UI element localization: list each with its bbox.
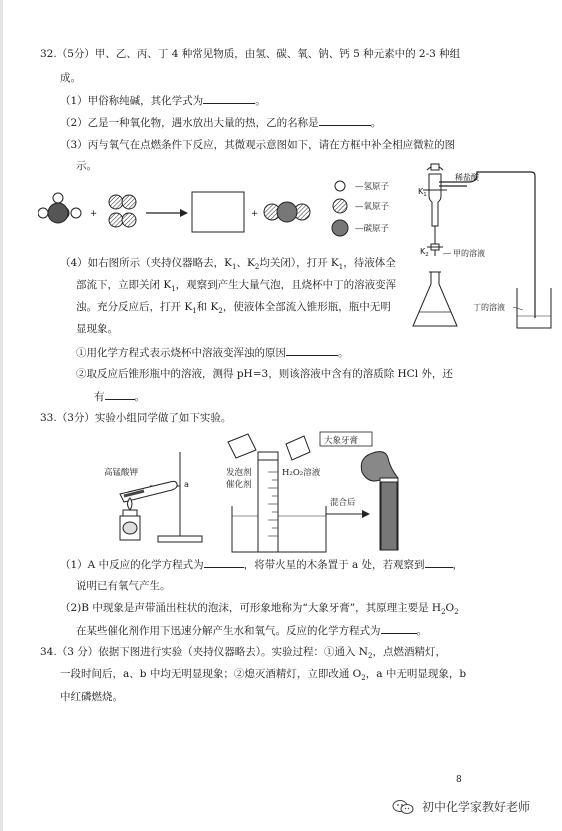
q32-part4-sub1: ①用化学方程式表示烧杯中溶液变浑浊的原因 。	[76, 344, 349, 360]
k1-label: $K_1$	[418, 187, 427, 198]
beaker-icon	[517, 288, 551, 328]
acid-label: 稀盐酸	[455, 173, 479, 182]
q32-part4-line1: （4）如右图所示（夹持仪器略去，$K_1$、$K_2$均关闭），打开 $K_1$，待液体全	[60, 257, 396, 272]
oxygen-atom-icon	[333, 199, 347, 213]
q33-part1-line2: 说明已有氧气产生。	[76, 580, 171, 592]
q32-intro-line2: 成。	[60, 72, 81, 84]
q32-part1-end: 。	[255, 95, 266, 107]
q33-part1-blank1[interactable]	[204, 556, 244, 568]
q32-part4-line2: 部流下，立即关闭 $K_1$，观察到产生大量气泡，且烧杯中丁的溶液变浑	[76, 279, 397, 294]
q32-part4-line4: 显现象。	[76, 323, 118, 335]
q32-part2-end: 。	[370, 117, 382, 129]
q32-part1	[60, 92, 266, 108]
ding-solution-label: 丁的溶液	[473, 303, 505, 312]
mix-arrow-icon	[326, 510, 370, 518]
elephant-toothpaste-label: 大象牙膏	[324, 436, 359, 446]
dropping-funnel-icon	[423, 164, 447, 256]
co2-molecule-icon	[264, 202, 310, 222]
q33-part2-line2: 在某些催化剂作用下迅速分解产生水和氧气。反应的化学方程式为 。	[76, 622, 427, 638]
q32-part4-sub1-blank[interactable]	[286, 344, 338, 356]
q32-part4-line3: 浊。充分反应后，打开 $K_1$和 $K_2$，使液体全部流入锥形瓶，瓶中无明	[76, 301, 391, 316]
q34-line2: 一段时间后，a、b 中均无明显现象；②熄灭酒精灯，立即改通 $O_2$，a 中无明显现象，b	[60, 668, 467, 683]
page-edge	[0, 0, 3, 831]
q33-part2-blank[interactable]	[381, 622, 417, 634]
figure-a-kmno4-heating	[100, 440, 210, 550]
plus-sign-1: +	[90, 209, 98, 219]
k2-label: $K_2$	[420, 247, 429, 258]
point-a-label: a	[184, 480, 189, 489]
h2o2-solution-label: H₂O₂溶液	[282, 468, 321, 478]
legend-hydrogen: —氢原子	[355, 182, 390, 192]
page-number: 8	[456, 775, 462, 785]
plus-sign-2: +	[251, 209, 259, 219]
carbon-atom-icon	[332, 220, 348, 236]
jia-solution-label: 甲的溶液	[453, 249, 485, 258]
gas-apparatus-diagram	[405, 160, 555, 340]
q32-part2-text: （2）乙是一种氧化物，遇水放出大量的热，乙的名称是	[60, 117, 319, 129]
foam-agent-label: 发泡剂	[226, 468, 252, 478]
q32-part1-blank[interactable]	[203, 92, 255, 104]
legend-carbon: —碳原子	[355, 224, 390, 234]
catalyst-label: 催化剂	[226, 480, 252, 490]
q34-line3: 中红磷燃烧。	[60, 691, 123, 703]
answer-box[interactable]	[192, 192, 244, 232]
q33-intro: 33.（3分）实验小组同学做了如下实验。	[40, 412, 232, 424]
q32-part3-line2: 示。	[76, 160, 97, 172]
after-mixing-label: 混合后	[330, 498, 356, 508]
q32-intro-line1: 32.（5分）甲、乙、丙、丁 4 种常见物质，由氢、碳、氧、钠、钙 5 种元素中的 2-3 种组	[40, 48, 461, 60]
figure-b-after-mixing	[318, 428, 418, 556]
q32-part4-sub2-blank[interactable]	[105, 388, 135, 400]
q33-part2: （2)B 中现象是声带涌出柱状的泡沫，可形象地称为“大象牙膏”，其原理主要是 $H_2O_2$	[60, 602, 459, 617]
reaction-arrow-icon	[146, 209, 188, 217]
q34-line1: 34.（3 分）依据下图进行实验（夹持仪器略去）。实验过程：①通入 $N_2$，点燃酒精灯，	[40, 646, 446, 661]
q32-part2-blank[interactable]	[319, 114, 371, 126]
watermark-text: 初中化学家教好老师	[422, 800, 531, 814]
oxygen-molecules-icon	[109, 195, 136, 227]
q33-part1-blank2[interactable]	[425, 556, 453, 568]
kmno4-label: 高锰酸钾	[104, 468, 139, 478]
q32-part2	[60, 114, 381, 130]
reactant-molecule-icon	[38, 193, 81, 223]
q32-part4-sub2: ②取反应后锥形瓶中的溶液，测得 pH=3，则该溶液中含有的溶质除 HCl 外，还	[76, 368, 453, 380]
q32-part1-text: （1）甲俗称纯碱，其化学式为	[60, 95, 204, 107]
hydrogen-atom-icon	[335, 181, 345, 191]
delivery-tube-icon	[439, 172, 535, 318]
q32-part3-line1: （3）丙与氧气在点燃条件下反应，其微观示意图如下，请在方框中补全相应微粒的图	[60, 139, 456, 151]
watermark	[392, 798, 530, 815]
conical-flask-icon	[413, 272, 457, 326]
legend-oxygen: —氧原子	[355, 202, 390, 212]
q33-part1: （1）A 中反应的化学方程式为 ，将带火星的木条置于 a 处，若观察到 ，	[60, 556, 463, 572]
q32-part4-sub2-cont: 有 。	[94, 388, 145, 404]
wechat-icon	[392, 799, 414, 815]
